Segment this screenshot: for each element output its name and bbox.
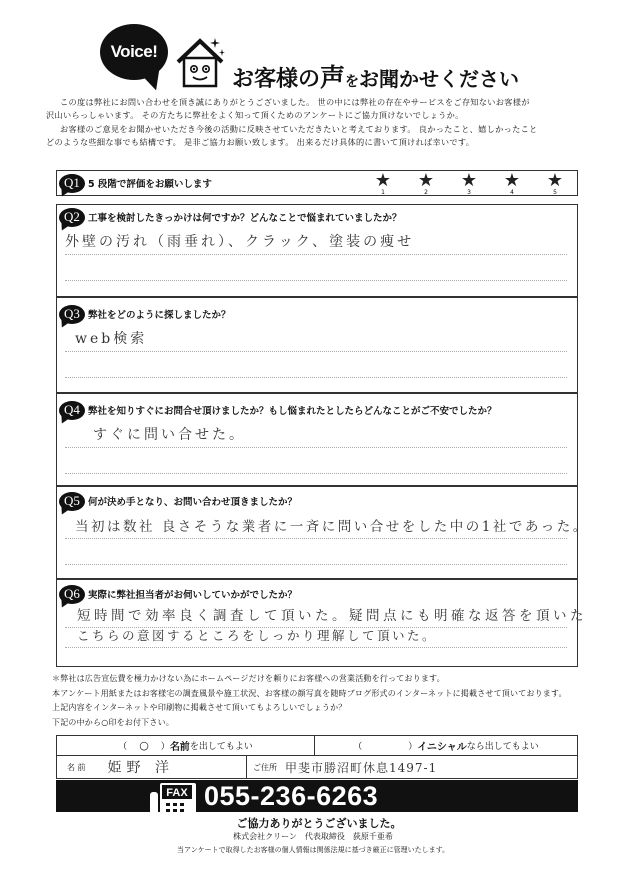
- privacy-notice: 当アンケートで取得したお客様の個人情報は関係法規に基づき厳正に管理いたします。: [176, 846, 450, 854]
- voice-badge-text: Voice!: [110, 42, 158, 61]
- thanks-message: ご協力ありがとうございました。: [236, 817, 402, 830]
- star-number: 3: [467, 189, 471, 196]
- title-part: お聞かせください: [359, 67, 520, 91]
- star-icon[interactable]: ★ 4: [503, 170, 521, 196]
- circle-mark: ○: [139, 739, 149, 752]
- q4-badge: Q4: [59, 401, 85, 420]
- publication-notes: [52, 672, 567, 730]
- consent-option-initial[interactable]: [315, 736, 577, 755]
- option-label: なら出してもよい: [466, 742, 539, 752]
- star-icon[interactable]: ★ 2: [417, 170, 435, 196]
- paren-close: ）: [408, 742, 418, 752]
- star-icon[interactable]: ★ 1: [374, 170, 392, 196]
- note-line: 上記内容をインターネットや印刷物に掲載させて頂いてもよろしいでしょうか？: [52, 703, 347, 712]
- question-q4: [56, 393, 578, 486]
- q2-badge: Q2: [59, 208, 85, 227]
- fax-machine-icon: [150, 782, 196, 816]
- note-line: 下記の中から○印をお付下さい。: [52, 717, 174, 727]
- title-part: を: [345, 74, 360, 90]
- name-label: 名 前: [67, 762, 86, 772]
- option-bold-label: イニシャル: [417, 742, 467, 753]
- question-q1: [56, 170, 578, 196]
- page-title: [232, 58, 519, 94]
- question-text: 5 段階で評価をお願いします: [88, 179, 212, 190]
- q5-badge: Q5: [59, 492, 85, 511]
- consent-table: [56, 735, 578, 779]
- name-field[interactable]: [57, 756, 247, 778]
- q6-badge: Q6: [59, 585, 85, 604]
- star-number: 1: [381, 189, 385, 196]
- question-q2: [56, 204, 578, 297]
- answer-field[interactable]: [65, 326, 567, 352]
- answer-field[interactable]: [65, 628, 567, 648]
- company-info: 株式会社クリーン 代表取締役 荻原千亜希: [233, 832, 393, 841]
- address-label: ご住所: [253, 762, 277, 772]
- star-icon[interactable]: ★ 3: [460, 170, 478, 196]
- answer-field[interactable]: [65, 606, 587, 628]
- question-text: 実際に弊社担当者がお伺いしていかがでしたか？: [88, 590, 298, 601]
- paren-open: （: [353, 742, 363, 752]
- address-value: 甲斐市勝沼町休息1497-1: [285, 760, 438, 775]
- answer-field[interactable]: [65, 229, 567, 255]
- smiling-house-icon: [175, 36, 225, 88]
- intro-line: お客様のご意見をお聞かせいただき今後の活動に反映させていただきたいと考えております。 良かったこと、嬉しかったこと: [60, 123, 538, 134]
- intro-line: この度は弊社にお問い合わせを頂き誠にありがとうございました。 世の中には弊社の存在やサービスをご存知ないお客様が: [60, 97, 530, 107]
- intro-line: どのような些細な事でも結構です。 是非ご協力お願い致します。 出来るだけ具体的に書いて頂ければ幸いです。: [46, 136, 475, 147]
- title-part: 声: [320, 63, 346, 92]
- svg-text:FAX: FAX: [166, 787, 188, 799]
- address-field[interactable]: [247, 756, 577, 778]
- title-part: お客様の: [232, 67, 321, 92]
- paren-open: （: [118, 742, 128, 752]
- answer-field[interactable]: [65, 448, 567, 474]
- fax-bar: [56, 780, 578, 812]
- q1-badge: Q1: [59, 174, 85, 193]
- question-q6: [56, 579, 587, 667]
- answer-text: 当初は数社 良さそうな業者に一斉に問い合せをした中の1社であった。: [75, 519, 589, 535]
- answer-text: web検索: [75, 331, 148, 347]
- answer-text: 外壁の汚れ（雨垂れ）、クラック、塗装の痩せ: [65, 234, 415, 250]
- question-q3: [56, 297, 578, 393]
- note-line: 本アンケート用紙またはお客様宅の調査風景や施工状況、お客様の顔写真を随時ブログ形式のインターネットに掲載させて頂いております。: [52, 688, 567, 698]
- star-icon[interactable]: ★ 5: [546, 170, 564, 196]
- question-text: 弊社を知りすぐにお問合せ頂けましたか？もし悩まれたとしたらどんなことがご不安でしたか？: [88, 406, 497, 417]
- answer-text: すぐに問い合せた。: [93, 427, 246, 443]
- star-number: 5: [553, 189, 557, 196]
- answer-field[interactable]: [65, 513, 589, 539]
- voice-speech-bubble: [100, 24, 168, 80]
- answer-field[interactable]: [65, 422, 567, 448]
- intro-line: 沢山いらっしゃいます。 その方たちに弊社をよく知って頂くためのアンケートにご協力頂けないでしょうか。: [46, 110, 464, 121]
- name-value: 姫野 洋: [107, 760, 174, 776]
- star-number: 4: [510, 189, 514, 196]
- paren-close: ）: [160, 742, 170, 752]
- consent-option-name[interactable]: [57, 736, 315, 755]
- q3-badge: Q3: [59, 305, 85, 324]
- fax-number: 055-236-6263: [204, 781, 379, 811]
- question-text: 弊社をどのように探しましたか？: [88, 310, 231, 321]
- survey-header: [100, 24, 540, 92]
- question-q5: [56, 486, 589, 579]
- intro-text: [46, 96, 606, 149]
- answer-field[interactable]: [65, 539, 567, 565]
- answer-text: 短時間で効率良く調査して頂いた。疑問点にも明確な返答を頂いた: [77, 608, 587, 624]
- note-line: ＊弊社は広告宣伝費を極力かけない為にホームページだけを頼りにお客様への営業活動を行っております。: [52, 674, 445, 683]
- answer-field[interactable]: [65, 255, 567, 281]
- answer-text: こちらの意図するところをしっかり理解して頂いた。: [77, 628, 438, 643]
- option-label: を出してもよい: [189, 742, 253, 752]
- option-bold-label: 名前: [169, 742, 190, 753]
- rating-stars[interactable]: [373, 172, 565, 194]
- question-text: 工事を検討したきっかけは何ですか？どんなことで悩まれていましたか？: [88, 213, 402, 224]
- answer-field[interactable]: [65, 352, 567, 378]
- star-number: 2: [424, 189, 428, 196]
- question-text: 何が決め手となり、お問い合わせ頂きましたか？: [88, 497, 298, 508]
